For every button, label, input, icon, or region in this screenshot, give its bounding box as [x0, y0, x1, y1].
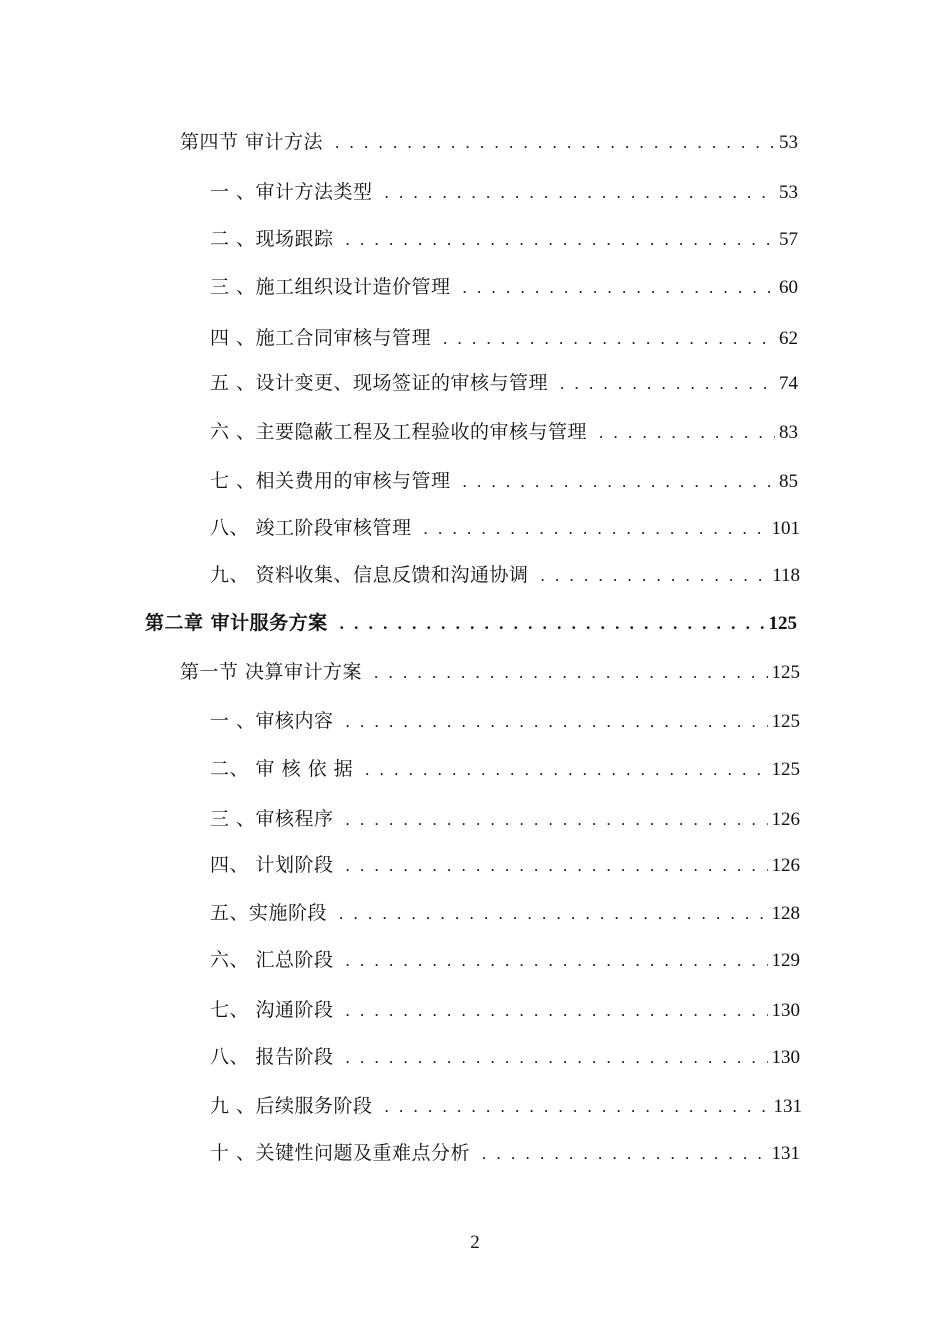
dot-leader [339, 900, 767, 928]
dot-leader [599, 419, 775, 447]
entry-title: 九 、后续服务阶段 [210, 1095, 373, 1117]
toc-entry[interactable] [180, 128, 798, 156]
toc-entry[interactable] [210, 1043, 800, 1071]
entry-title: 三 、审核程序 [210, 808, 334, 830]
toc-entry[interactable] [210, 755, 800, 783]
entry-title: 五、实施阶段 [210, 902, 328, 924]
entry-page-number: 74 [779, 373, 798, 394]
dot-leader [374, 659, 767, 687]
entry-title: 七、 沟通阶段 [210, 999, 334, 1021]
toc-chapter-entry[interactable] [145, 609, 797, 637]
dot-leader [346, 852, 768, 880]
dot-leader [443, 325, 775, 353]
entry-title: 六、 汇总阶段 [210, 949, 334, 971]
toc-entry[interactable] [210, 996, 800, 1024]
dot-leader [385, 179, 775, 207]
toc-entry[interactable] [210, 899, 800, 927]
dot-leader [346, 1044, 768, 1072]
dot-leader [346, 947, 768, 975]
dot-leader [346, 708, 768, 736]
entry-page-number: 130 [771, 1000, 800, 1021]
entry-title: 第四节 审计方法 [180, 131, 324, 153]
entry-page-number: 125 [771, 759, 800, 780]
dot-leader [541, 562, 769, 590]
dot-leader [346, 806, 768, 834]
toc-entry[interactable] [210, 369, 798, 397]
toc-entry[interactable] [210, 467, 798, 495]
entry-page-number: 60 [779, 277, 798, 298]
entry-title: 八、 报告阶段 [210, 1046, 334, 1068]
toc-entry[interactable] [210, 418, 798, 446]
entry-page-number: 128 [771, 903, 800, 924]
entry-title: 六 、主要隐蔽工程及工程验收的审核与管理 [210, 421, 588, 443]
entry-title: 五 、设计变更、现场签证的审核与管理 [210, 372, 549, 394]
toc-section-entry[interactable] [180, 658, 800, 686]
entry-page-number: 101 [771, 518, 800, 539]
entry-title: 四、 计划阶段 [210, 854, 334, 876]
entry-title: 第一节 决算审计方案 [180, 661, 363, 683]
dot-leader [463, 274, 775, 302]
dot-leader [424, 515, 768, 543]
entry-title: 十 、关键性问题及重难点分析 [210, 1142, 471, 1164]
entry-page-number: 85 [779, 471, 798, 492]
entry-title: 二 、现场跟踪 [210, 228, 334, 250]
entry-page-number: 57 [779, 229, 798, 250]
dot-leader [335, 129, 775, 157]
entry-page-number: 62 [779, 328, 798, 349]
entry-page-number: 129 [771, 950, 800, 971]
entry-title: 二、 审 核 依 据 [210, 758, 354, 780]
toc-entry[interactable] [210, 946, 800, 974]
entry-page-number: 125 [771, 662, 800, 683]
toc-entry[interactable] [210, 324, 798, 352]
dot-leader [346, 997, 768, 1025]
entry-title: 一 、审计方法类型 [210, 181, 373, 203]
entry-title: 第二章 审计服务方案 [145, 612, 328, 634]
toc-entry[interactable] [210, 561, 800, 589]
toc-entry[interactable] [210, 805, 800, 833]
entry-title: 三 、施工组织设计造价管理 [210, 276, 451, 298]
dot-leader [365, 756, 767, 784]
entry-page-number: 131 [771, 1143, 800, 1164]
page-number: 2 [470, 1232, 480, 1253]
dot-leader [346, 226, 775, 254]
toc-entry[interactable] [210, 1139, 800, 1167]
entry-page-number: 53 [779, 182, 798, 203]
toc-entry[interactable] [210, 225, 798, 253]
entry-page-number: 83 [779, 422, 798, 443]
dot-leader [463, 468, 775, 496]
entry-page-number: 53 [779, 132, 798, 153]
entry-title: 一 、审核内容 [210, 710, 334, 732]
entry-title: 四 、施工合同审核与管理 [210, 327, 432, 349]
entry-title: 九、 资料收集、信息反馈和沟通协调 [210, 564, 529, 586]
toc-entry[interactable] [210, 178, 798, 206]
toc-entry[interactable] [210, 273, 798, 301]
entry-page-number: 126 [771, 809, 800, 830]
toc-entry[interactable] [210, 514, 800, 542]
entry-title: 八、 竣工阶段审核管理 [210, 517, 412, 539]
dot-leader [482, 1140, 767, 1168]
toc-entry[interactable] [210, 707, 800, 735]
entry-page-number: 125 [771, 711, 800, 732]
toc-entry[interactable] [210, 1092, 802, 1120]
entry-page-number: 125 [768, 613, 797, 634]
entry-page-number: 131 [773, 1096, 802, 1117]
dot-leader [340, 610, 765, 638]
entry-page-number: 118 [772, 565, 800, 586]
dot-leader [385, 1093, 770, 1121]
entry-title: 七 、相关费用的审核与管理 [210, 470, 451, 492]
toc-entry[interactable] [210, 851, 800, 879]
entry-page-number: 126 [771, 855, 800, 876]
dot-leader [560, 370, 775, 398]
entry-page-number: 130 [771, 1047, 800, 1068]
